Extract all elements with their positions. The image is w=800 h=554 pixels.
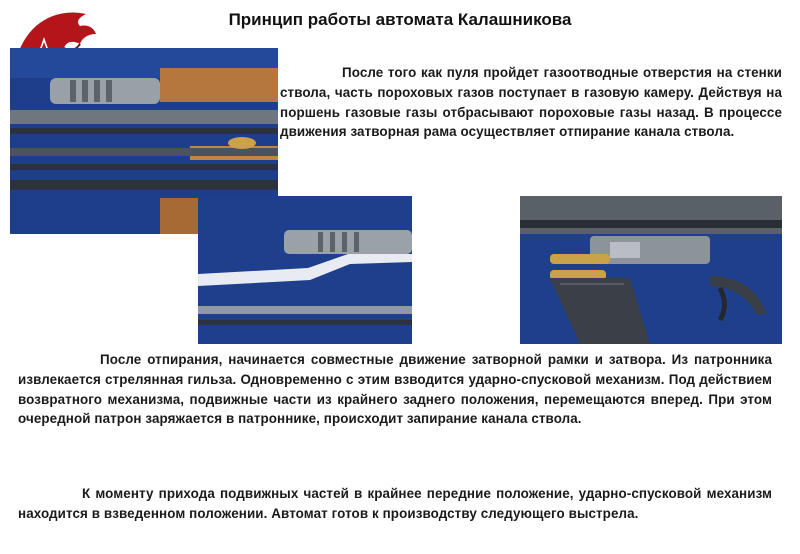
paragraph-gas-operation: После того как пуля пройдет газоотводные отверстия на стенки ствола, часть пороховых газов поступает в газовую камеру. Действуя на поршень газовые газы отбрасывают пороховые газы назад. В процессе движения затворная рама осуществляет отпирание канала ствола. bbox=[280, 65, 782, 140]
paragraph-unlocking: После отпирания, начинается совместные движение затворной рамки и затвора. Из патронника извлекается стрелянная гильза. Одновременно с этим взводится ударно-спусковой механизм. Под действием возвратного механизма, подвижные части из крайнего заднего положения, перемещаются вперед. При этом очередной патрон заряжается в патроннике, происходит запирание канала ствола. bbox=[18, 352, 772, 427]
receiver-image bbox=[520, 196, 782, 344]
bolt-carrier-image bbox=[198, 196, 412, 344]
paragraph-ready-to-fire: К моменту прихода подвижных частей в крайнее передние положение, ударно-спусковой механизм находится в взведенном положении. Автомат готов к производству следующего выстрела. bbox=[18, 486, 772, 521]
page-title: Принцип работы автомата Калашникова bbox=[228, 10, 572, 29]
